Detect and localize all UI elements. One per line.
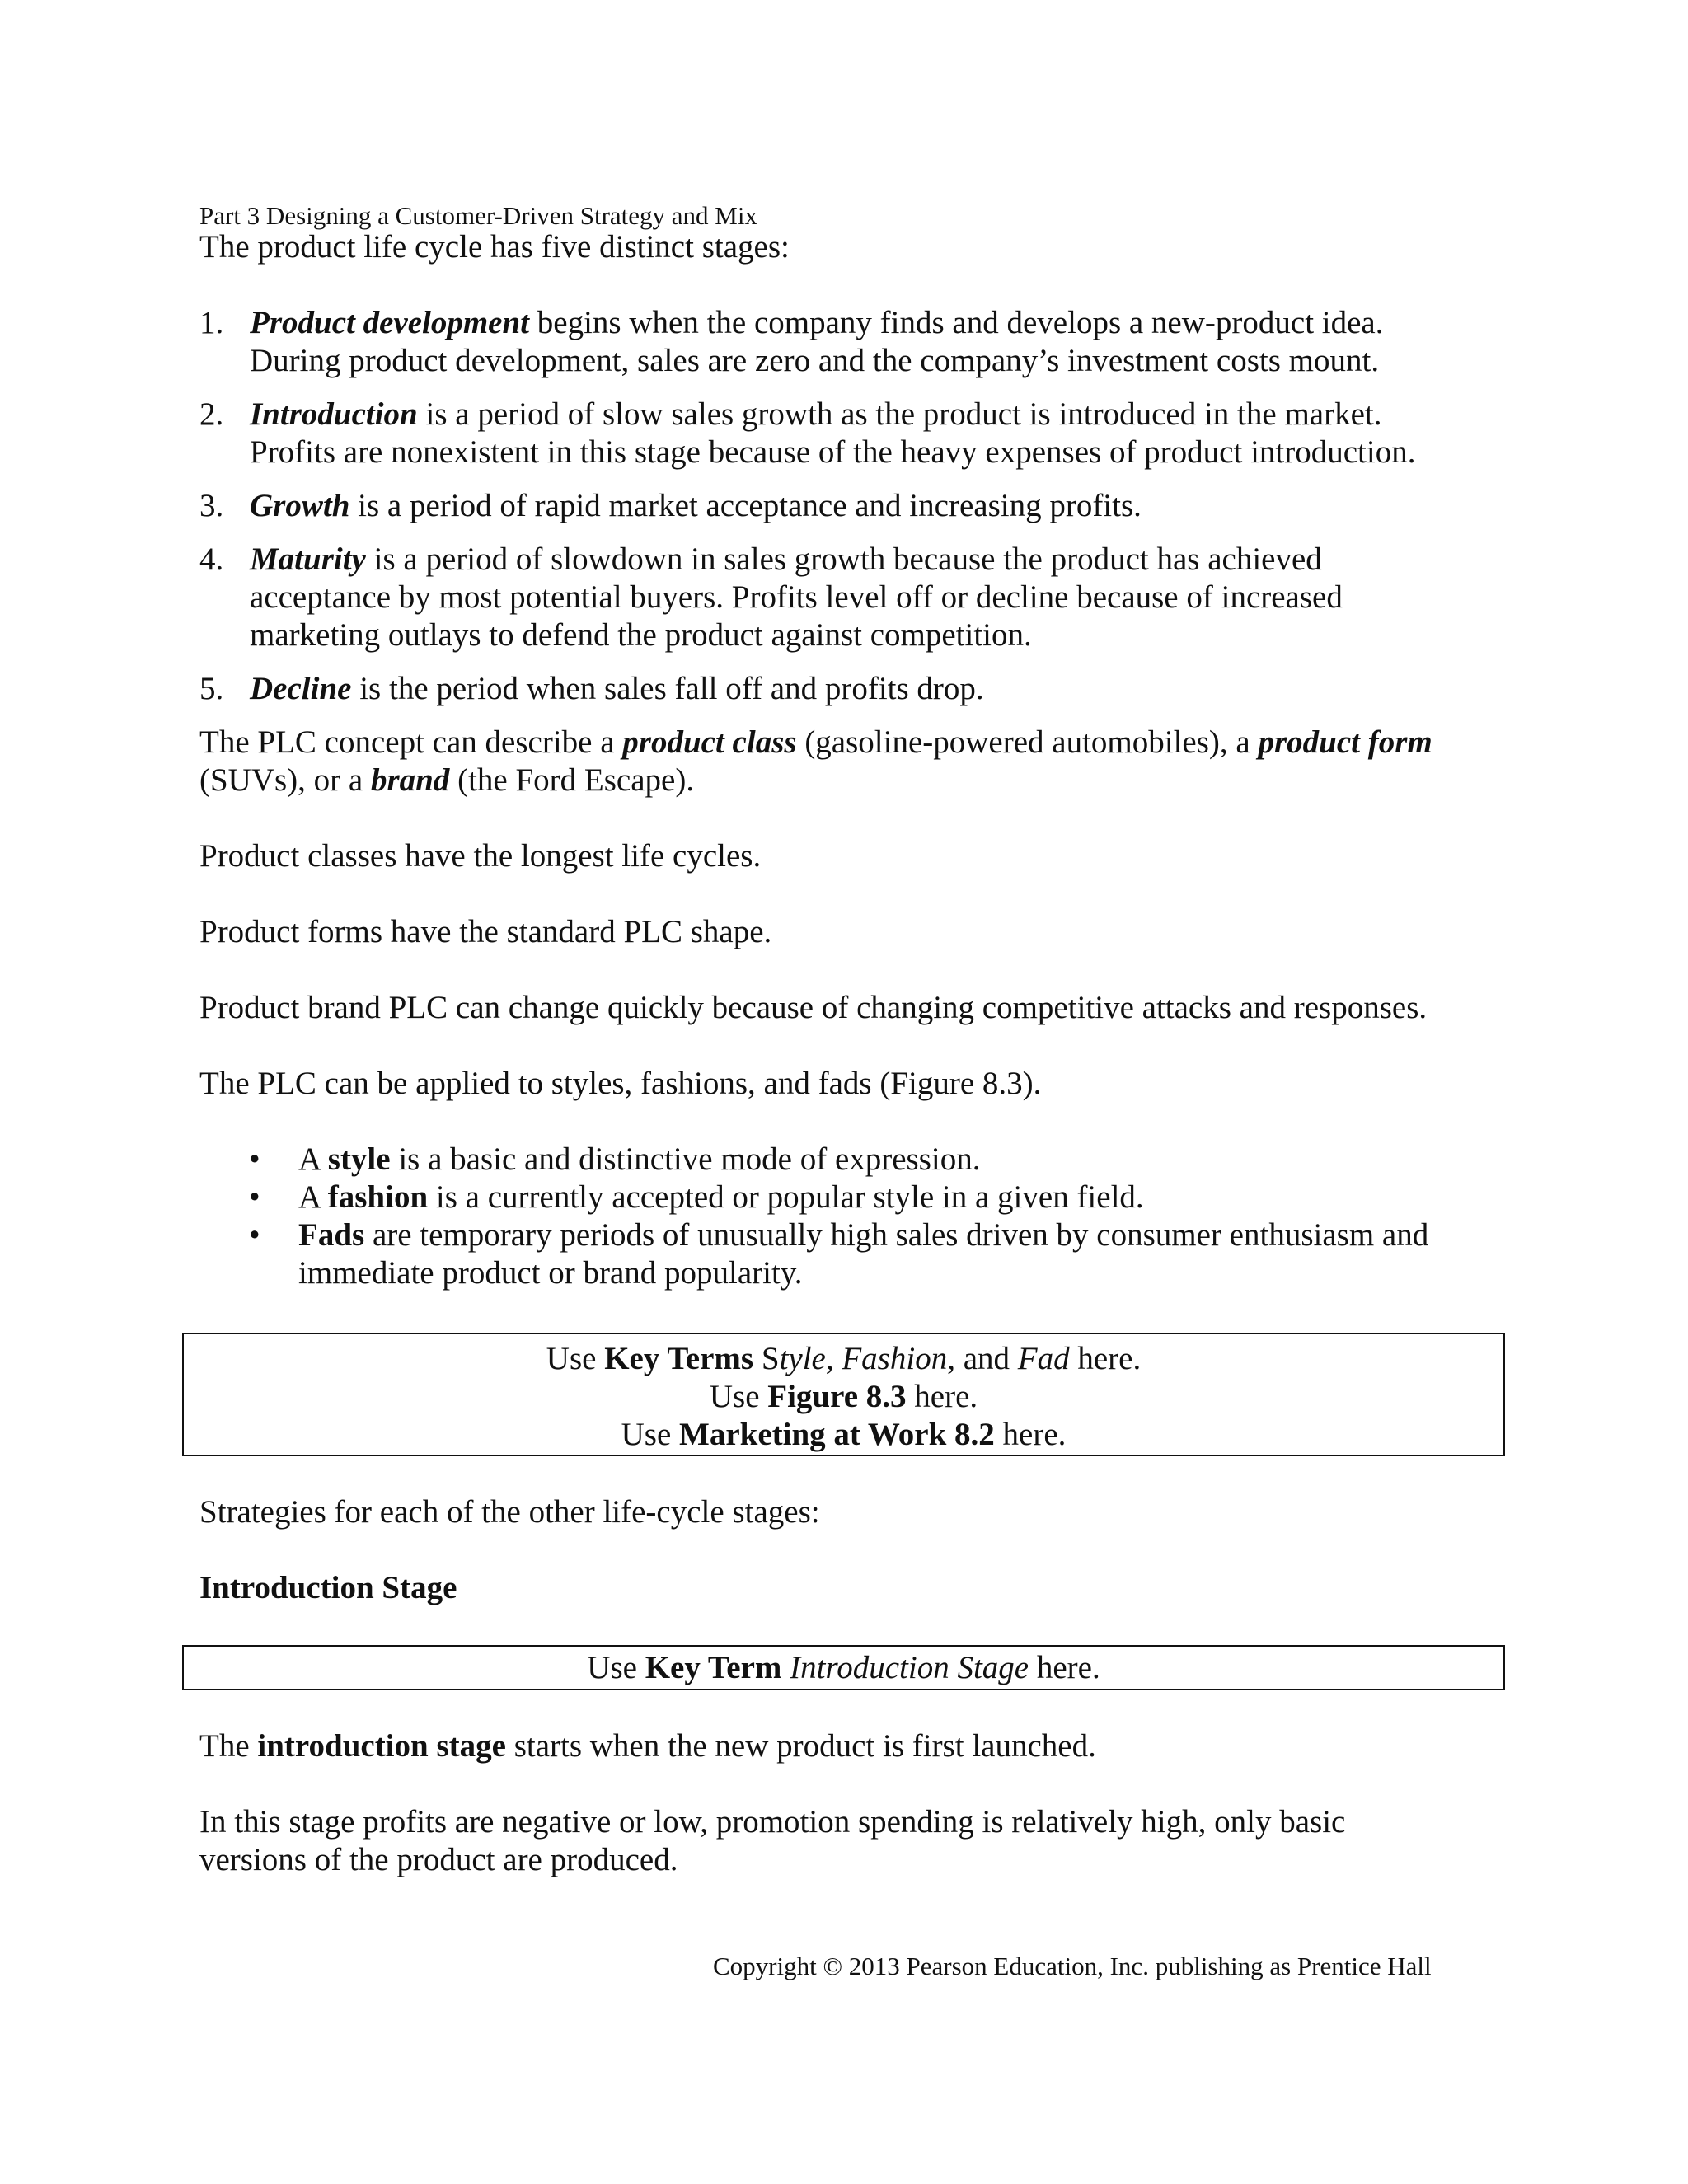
stage-number: 2. — [199, 396, 224, 432]
lower-content — [199, 1493, 1518, 1607]
paragraph-forms: Product forms have the standard PLC shape. — [199, 914, 772, 949]
list-item: • A fashion is a currently accepted or popular style in a given field. — [249, 1179, 1144, 1215]
instructor-note-box — [182, 1645, 1505, 1690]
stage-item: 2. Introduction is a period of slow sales growth as the product is introduced in the market. Profits are nonexistent in this stage because of the heavy expenses of product introduction. — [199, 396, 1416, 470]
bullet-icon: • — [249, 1217, 260, 1253]
stage-item: 1. Product development begins when the company finds and develops a new-product idea. During product development, sales are zero and the company’s investment costs mount. — [199, 305, 1384, 378]
stage-term: Decline — [250, 671, 352, 706]
key-phrase: product form — [1258, 724, 1432, 760]
stage-item: 5. Decline is the period when sales fall off and profits drop. — [199, 671, 984, 706]
closing-content — [199, 1727, 1518, 1879]
section-heading: Introduction Stage — [199, 1570, 457, 1605]
stage-number: 1. — [199, 305, 224, 340]
paragraph-profits: In this stage profits are negative or low, promotion spending is relatively high, only basic versions of the product are produced. — [199, 1804, 1346, 1877]
stage-item: 4. Maturity is a period of slowdown in sales growth because the product has achieved acceptance by most potential buyers. Profits level off or decline because of increased marketing outlays to defend the product against competition. — [199, 541, 1343, 653]
list-item: • A style is a basic and distinctive mode of expression. — [249, 1141, 981, 1177]
bullet-icon: • — [249, 1179, 260, 1215]
stage-item: 3. Growth is a period of rapid market acceptance and increasing profits. — [199, 488, 1142, 523]
running-header: Part 3 Designing a Customer-Driven Strategy and Mix — [199, 201, 757, 230]
instructor-note-box — [182, 1333, 1505, 1456]
bullet-icon: • — [249, 1141, 260, 1177]
style-fashion-fad-list — [199, 1141, 1518, 1292]
note-line: Use Key Terms Style, Fashion, and Fad here. — [546, 1341, 1142, 1376]
list-item: • Fads are temporary periods of unusually high sales driven by consumer enthusiasm and immediate product or brand popularity. — [249, 1217, 1429, 1291]
paragraph-launch: The introduction stage starts when the new product is first launched. — [199, 1728, 1096, 1764]
main-content — [199, 228, 1518, 1292]
paragraph-styles: The PLC can be applied to styles, fashions, and fads (Figure 8.3). — [199, 1066, 1042, 1101]
stage-number: 3. — [199, 488, 224, 523]
stage-term: Growth — [250, 488, 350, 523]
note-line: Use Figure 8.3 here. — [709, 1379, 978, 1414]
intro-paragraph: The product life cycle has five distinct stages: — [199, 229, 790, 265]
stage-number: 4. — [199, 541, 224, 577]
copyright-footer: Copyright © 2013 Pearson Education, Inc. publishing as Prentice Hall — [713, 1952, 1432, 1980]
stage-term: Product development — [250, 305, 530, 340]
paragraph-classes: Product classes have the longest life cycles. — [199, 838, 762, 874]
stage-term: Introduction — [250, 396, 418, 432]
paragraph-brand: Product brand PLC can change quickly because of changing competitive attacks and responses. — [199, 990, 1428, 1025]
paragraph-strategies: Strategies for each of the other life-cycle stages: — [199, 1494, 820, 1530]
key-phrase: brand — [370, 762, 450, 798]
stage-number: 5. — [199, 671, 224, 706]
stage-term: Maturity — [250, 541, 366, 577]
note-line: Use Marketing at Work 8.2 here. — [621, 1417, 1067, 1452]
note-line: Use Key Term Introduction Stage here. — [587, 1650, 1100, 1685]
stage-list — [199, 304, 1518, 708]
key-phrase: product class — [622, 724, 797, 760]
plc-concept-paragraph: The PLC concept can describe a product class (gasoline-powered automobiles), a product form (SUVs), or a brand (the Ford Escape). — [199, 724, 1432, 798]
